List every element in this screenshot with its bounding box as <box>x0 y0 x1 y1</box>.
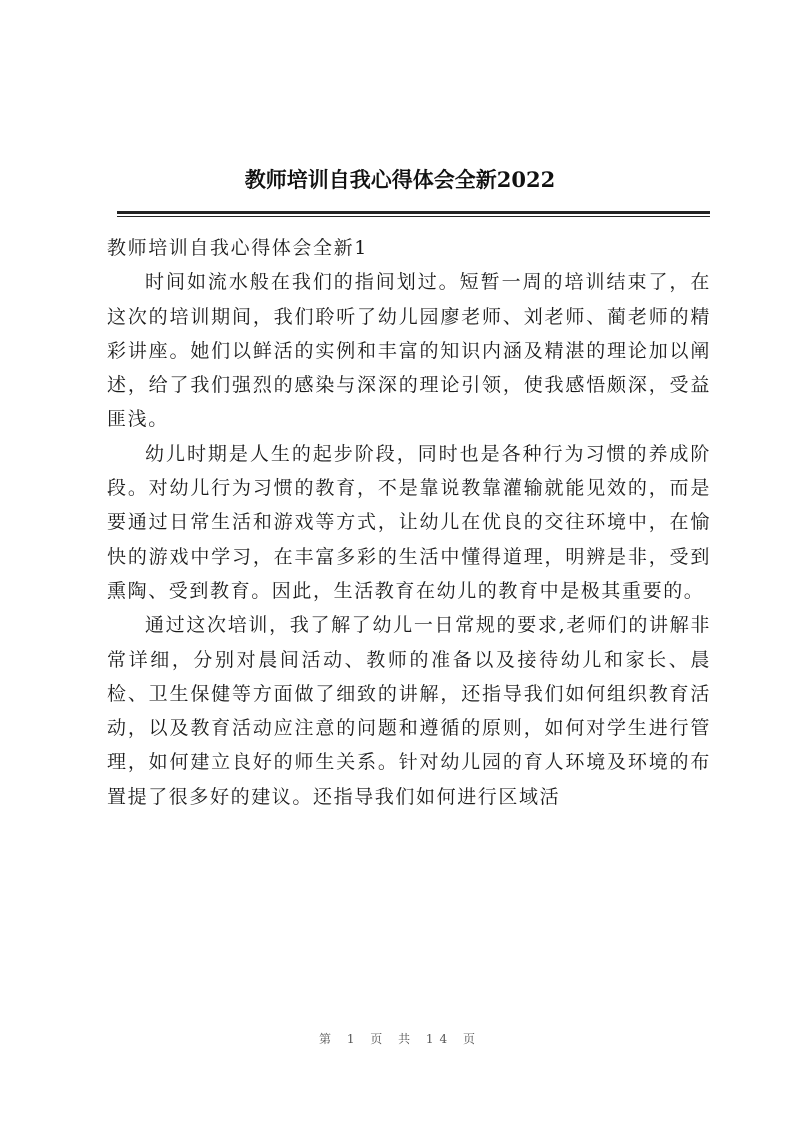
paragraph-1: 时间如流水般在我们的指间划过。短暂一周的培训结束了，在这次的培训期间，我们聆听了幼儿园廖老师、刘老师、蔺老师的精彩讲座。她们以鲜活的实例和丰富的知识内涵及精湛的理论加以阐述，给了我们强烈的感染与深深的理论引领，使我感悟颇深，受益匪浅。 <box>107 271 711 431</box>
section-heading: 教师培训自我心得体会全新1 <box>107 237 368 259</box>
document-body <box>107 231 711 814</box>
page-footer: 第 1 页 共 14 页 <box>319 1032 481 1046</box>
title-divider <box>117 211 710 214</box>
paragraph-2: 幼儿时期是人生的起步阶段，同时也是各种行为习惯的养成阶段。对幼儿行为习惯的教育，不是靠说教靠灌输就能见效的，而是要通过日常生活和游戏等方式，让幼儿在优良的交往环境中，在愉快的游戏中学习，在丰富多彩的生活中懂得道理，明辨是非，受到熏陶、受到教育。因此，生活教育在幼儿的教育中是极其重要的。 <box>107 442 711 602</box>
paragraph-3: 通过这次培训，我了解了幼儿一日常规的要求,老师们的讲解非常详细，分别对晨间活动、教师的准备以及接待幼儿和家长、晨检、卫生保健等方面做了细致的讲解，还指导我们如何组织教育活动，以及教育活动应注意的问题和遵循的原则，如何对学生进行管理，如何建立良好的师生关系。针对幼儿园的育人环境及环境的布置提了很多好的建议。还指导我们如何进行区域活 <box>107 614 711 808</box>
page-title: 教师培训自我心得体会全新2022 <box>244 167 556 192</box>
